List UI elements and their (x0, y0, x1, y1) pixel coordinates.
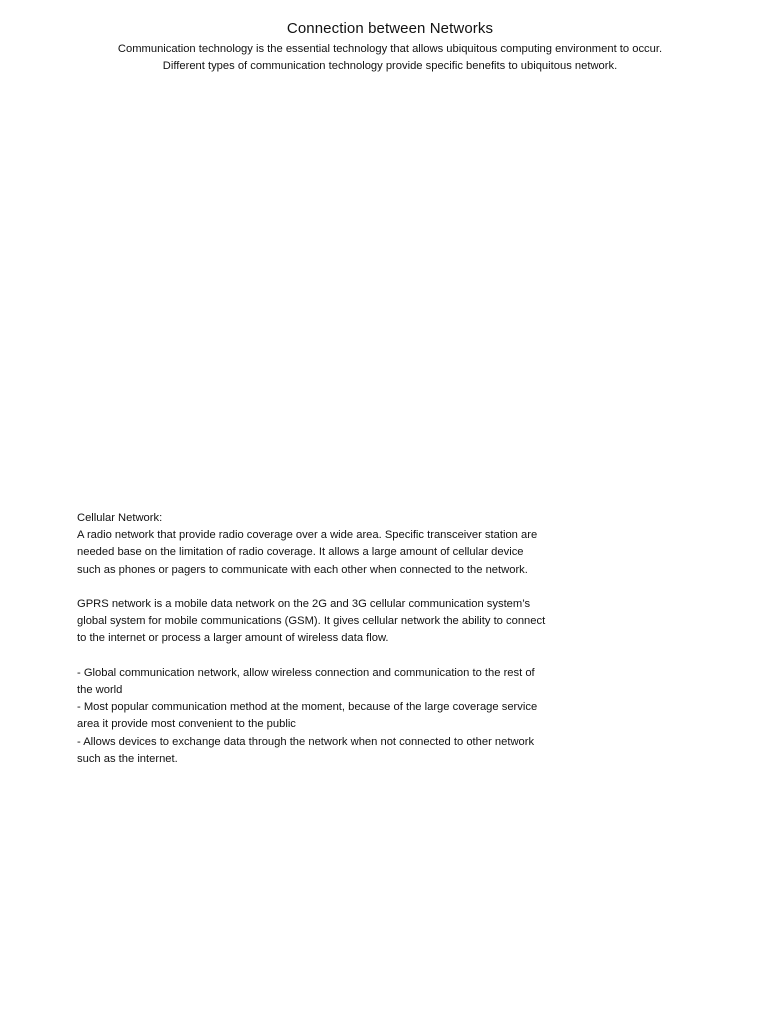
bullet-line: such as the internet. (77, 752, 178, 765)
paragraph-gap (77, 579, 587, 596)
paragraph-line: global system for mobile communications (GSM). It gives cellular network the ability to connect (77, 615, 546, 628)
paragraph-line: needed base on the limitation of radio coverage. It allows a large amount of cellular device (77, 546, 524, 559)
page-title: Connection between Networks (286, 20, 494, 37)
bullet-line: the world (77, 684, 123, 696)
bullet-line: - Most popular communication method at the moment, because of the large coverage service (77, 701, 538, 714)
paragraph-line: A radio network that provide radio coverage over a wide area. Specific transceiver station are (77, 529, 538, 542)
document-header (0, 20, 780, 74)
document-body (77, 510, 587, 768)
paragraph-line: GPRS network is a mobile data network on the 2G and 3G cellular communication system’s (77, 598, 531, 610)
paragraph-line: to the internet or process a larger amount of wireless data flow. (77, 632, 389, 645)
bullet-line: - Allows devices to exchange data through the network when not connected to other network (77, 735, 535, 748)
intro-line: Communication technology is the essential technology that allows ubiquitous computing environment to occur. (117, 43, 663, 55)
intro-line: Different types of communication technology provide specific benefits to ubiquitous network. (162, 59, 618, 72)
paragraph-gap (77, 648, 587, 665)
bullet-line: area it provide most convenient to the public (77, 718, 296, 731)
section-heading: Cellular Network: (77, 512, 163, 524)
paragraph-line: such as phones or pagers to communicate with each other when connected to the network. (77, 563, 528, 576)
bullet-line: - Global communication network, allow wireless connection and communication to the rest of (77, 666, 535, 679)
